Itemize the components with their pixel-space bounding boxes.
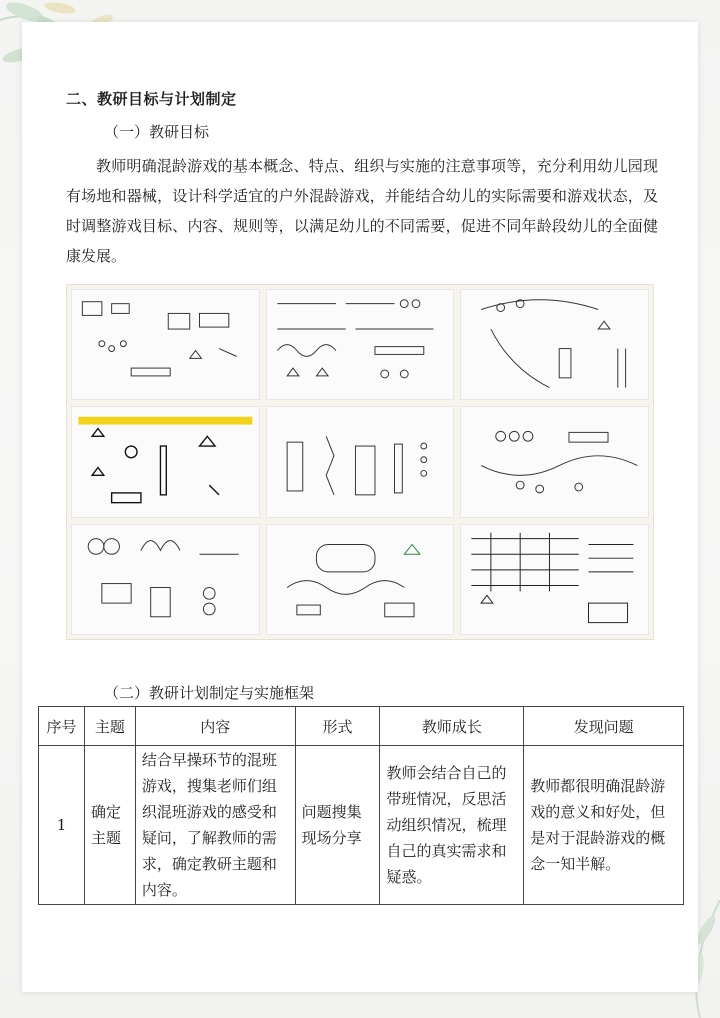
sketch-image <box>460 524 649 635</box>
goal-paragraph: 教师明确混龄游戏的基本概念、特点、组织与实施的注意事项等，充分利用幼儿园现有场地和器械，设计科学适宜的户外混龄游戏，并能结合幼儿的实际需要和游戏状态，及时调整游戏目标、内容、规则等，以满足幼儿的不同需要，促进不同年龄段幼儿的全面健康发展。 <box>66 157 658 265</box>
sketch-image <box>266 524 455 635</box>
goal-heading: （一）教研目标 <box>104 123 210 141</box>
cell-theme: 确定主题 <box>84 746 135 905</box>
header-number: 序号 <box>39 707 85 746</box>
header-content: 内容 <box>135 707 295 746</box>
table-row <box>39 746 684 905</box>
cell-content: 结合早操环节的混班游戏，搜集老师们组织混班游戏的感受和疑问，了解教师的需求，确定教研主题和内容。 <box>135 746 295 905</box>
cell-number: 1 <box>39 746 85 905</box>
sketch-photo-collage <box>66 284 654 640</box>
section-title: 二、教研目标与计划制定 <box>66 90 237 108</box>
sketch-image <box>266 406 455 517</box>
sketch-image <box>71 406 260 517</box>
header-teacher-growth: 教师成长 <box>380 707 524 746</box>
plan-heading: （二）教研计划制定与实施框架 <box>104 684 315 702</box>
sketch-image <box>460 289 649 400</box>
plan-framework-table <box>38 706 684 905</box>
cell-teacher-growth: 教师会结合自己的带班情况，反思活动组织情况，梳理自己的真实需求和疑惑。 <box>380 746 524 905</box>
sketch-image <box>266 289 455 400</box>
cell-found-problems: 教师都很明确混龄游戏的意义和好处，但是对于混龄游戏的概念一知半解。 <box>524 746 684 905</box>
table-header-row <box>39 707 684 746</box>
sketch-image <box>71 524 260 635</box>
header-found-problems: 发现问题 <box>524 707 684 746</box>
cell-form: 问题搜集现场分享 <box>295 746 380 905</box>
header-form: 形式 <box>295 707 380 746</box>
sketch-image <box>71 289 260 400</box>
sketch-image <box>460 406 649 517</box>
header-theme: 主题 <box>84 707 135 746</box>
